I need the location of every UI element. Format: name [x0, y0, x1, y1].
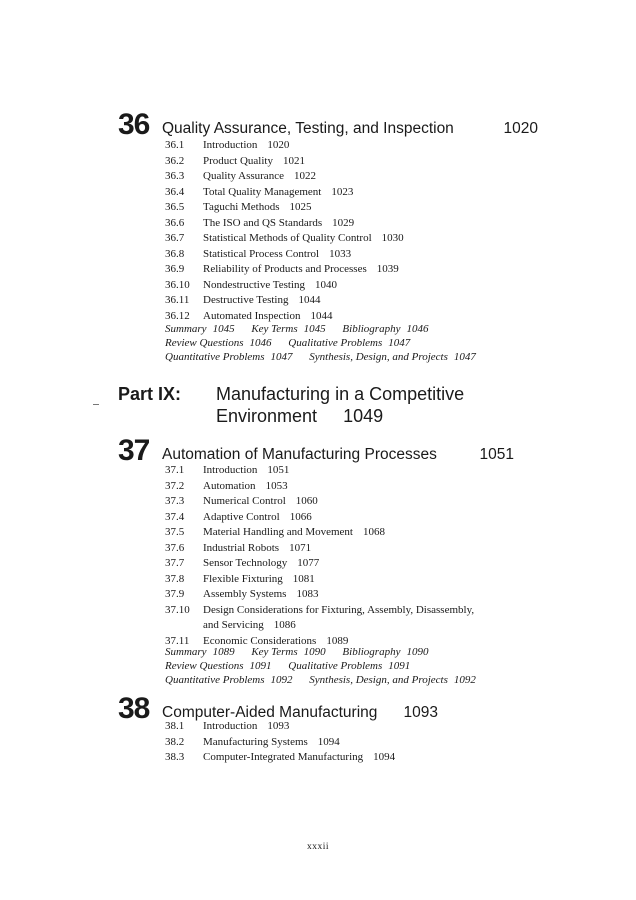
section-title: Automated Inspection	[203, 309, 301, 322]
endmatter-label: Summary	[165, 323, 207, 335]
section-page: 1033	[329, 247, 352, 260]
toc-entry	[165, 494, 525, 510]
chapter-37-endmatter	[165, 645, 545, 687]
page-folio: xxxii	[306, 842, 330, 852]
section-number: 37.3	[165, 495, 185, 507]
endmatter-row	[165, 322, 545, 336]
toc-entry	[165, 510, 525, 526]
chapter-title: Automation of Manufacturing Processes	[162, 446, 437, 463]
section-page: 1044	[310, 309, 333, 322]
chapter-number: 36	[118, 108, 150, 141]
section-number: 38.1	[165, 720, 185, 732]
section-title: Introduction	[203, 139, 258, 151]
chapter-page-number: 1020	[503, 120, 538, 137]
section-page: 1053	[265, 479, 288, 492]
chapter-page-number: 1051	[479, 446, 514, 463]
toc-entry	[165, 231, 525, 247]
section-title: Statistical Methods of Quality Control	[203, 232, 372, 244]
section-title: Material Handling and Movement	[203, 526, 353, 538]
section-title: Automation	[203, 479, 256, 492]
chapter-36-endmatter	[165, 322, 545, 364]
section-title: Computer-Integrated Manufacturing	[203, 751, 364, 763]
section-title: Sensor Technology	[203, 557, 288, 569]
section-page: 1081	[292, 572, 315, 585]
endmatter-page: 1046	[406, 323, 429, 335]
endmatter-label: Quantitative Problems	[165, 351, 265, 363]
toc-entry	[165, 216, 525, 232]
endmatter-page: 1090	[303, 646, 326, 658]
section-page: 1060	[295, 495, 318, 507]
part-page-number: 1049	[343, 406, 384, 426]
section-title: Quality Assurance	[203, 170, 284, 182]
section-title: The ISO and QS Standards	[203, 216, 323, 229]
endmatter-page: 1092	[270, 674, 293, 686]
endmatter-label: Key Terms	[251, 323, 298, 335]
toc-entry	[165, 750, 525, 766]
toc-entry	[165, 262, 525, 278]
section-number: 36.11	[165, 294, 190, 306]
section-title: Adaptive Control	[203, 510, 280, 523]
toc-entry	[165, 572, 525, 588]
section-number: 36.4	[165, 185, 185, 198]
endmatter-row	[165, 350, 545, 364]
toc-entry	[165, 587, 525, 603]
endmatter-page: 1047	[388, 337, 411, 349]
endmatter-page: 1089	[212, 646, 235, 658]
section-title: Reliability of Products and Processes	[203, 263, 367, 275]
section-number: 37.1	[165, 464, 185, 476]
endmatter-row	[165, 645, 545, 659]
section-title: Destructive Testing	[203, 294, 289, 306]
section-number: 36.5	[165, 201, 185, 213]
section-number: 36.1	[165, 139, 185, 151]
chapter-38-heading	[118, 684, 438, 724]
section-number: 36.12	[165, 309, 190, 322]
toc-entry	[165, 735, 525, 751]
section-page: 1029	[332, 216, 355, 229]
section-title: Product Quality	[203, 154, 273, 167]
section-number: 37.8	[165, 572, 185, 585]
endmatter-page: 1091	[249, 660, 272, 672]
margin-mark	[93, 404, 99, 405]
toc-entry	[165, 525, 525, 541]
endmatter-label: Bibliography	[342, 323, 401, 335]
endmatter-page: 1045	[303, 323, 326, 335]
toc-entry	[165, 154, 525, 170]
section-page: 1066	[289, 510, 312, 523]
endmatter-label: Bibliography	[342, 646, 401, 658]
section-page: 1051	[267, 464, 290, 476]
section-page: 1022	[293, 170, 316, 182]
section-title: Nondestructive Testing	[203, 278, 305, 291]
section-number: 36.3	[165, 170, 185, 182]
chapter-page-number: 1093	[403, 704, 438, 721]
endmatter-label: Synthesis, Design, and Projects	[309, 351, 448, 363]
part-title-line-1: Manufacturing in a Competitive	[216, 384, 465, 404]
section-number: 37.9	[165, 588, 185, 600]
chapter-37-section-list	[165, 463, 525, 649]
endmatter-page: 1090	[406, 646, 429, 658]
endmatter-label: Review Questions	[165, 337, 244, 349]
chapter-36-heading	[118, 100, 538, 140]
endmatter-label: Qualitative Problems	[288, 337, 383, 349]
section-title: Numerical Control	[203, 495, 286, 507]
toc-entry	[165, 200, 525, 216]
section-page: 1040	[314, 278, 337, 291]
chapter-number: 38	[118, 692, 150, 725]
section-page: 1025	[289, 201, 312, 213]
section-number: 37.2	[165, 479, 185, 492]
section-page: 1044	[298, 294, 321, 306]
section-title: Total Quality Management	[203, 185, 322, 198]
section-number: 37.4	[165, 510, 185, 523]
section-title: Assembly Systems	[203, 588, 287, 600]
section-page: 1023	[331, 185, 354, 198]
section-page: 1030	[381, 232, 404, 244]
toc-entry	[165, 603, 525, 634]
section-title: Industrial Robots	[203, 541, 280, 554]
section-title-line-2: and Servicing	[203, 619, 264, 631]
section-page: 1094	[317, 735, 340, 748]
section-page: 1068	[363, 526, 385, 538]
endmatter-page: 1047	[453, 351, 476, 363]
chapter-37-heading	[118, 426, 514, 466]
endmatter-label: Key Terms	[251, 646, 298, 658]
section-number: 36.10	[165, 278, 190, 291]
endmatter-row	[165, 336, 545, 350]
section-number: 37.6	[165, 541, 185, 554]
toc-entry	[165, 293, 525, 309]
chapter-38-section-list	[165, 719, 525, 766]
endmatter-page: 1046	[249, 337, 272, 349]
section-page: 1094	[373, 751, 396, 763]
section-title: Economic Considerations	[203, 634, 317, 647]
section-number: 38.3	[165, 751, 185, 763]
section-page: 1071	[289, 541, 312, 554]
toc-entry	[165, 169, 525, 185]
toc-entry	[165, 138, 525, 154]
section-title-line-1: Design Considerations for Fixturing, Assembly, Disassembly,	[203, 603, 475, 616]
toc-entry	[165, 185, 525, 201]
endmatter-page: 1091	[388, 660, 411, 672]
section-title: Manufacturing Systems	[203, 735, 308, 748]
toc-entry	[165, 278, 525, 294]
endmatter-label: Quantitative Problems	[165, 674, 265, 686]
section-number: 36.2	[165, 154, 185, 167]
section-title: Introduction	[203, 464, 258, 476]
section-page: 1020	[267, 139, 290, 151]
chapter-title: Quality Assurance, Testing, and Inspection	[162, 120, 454, 137]
toc-entry	[165, 463, 525, 479]
part-title-line-2-text: Environment	[216, 406, 318, 426]
endmatter-page: 1092	[453, 674, 476, 686]
chapter-title: Computer-Aided Manufacturing	[162, 704, 378, 721]
part-title-line-2	[216, 405, 383, 427]
endmatter-page: 1047	[270, 351, 293, 363]
endmatter-label: Synthesis, Design, and Projects	[309, 674, 448, 686]
endmatter-label: Summary	[165, 646, 207, 658]
section-title: Flexible Fixturing	[203, 572, 283, 585]
section-number: 37.11	[165, 634, 190, 647]
section-page: 1086	[273, 619, 296, 631]
section-page: 1021	[282, 154, 305, 167]
chapter-36-section-list	[165, 138, 525, 324]
section-page: 1039	[376, 263, 399, 275]
toc-entry	[165, 556, 525, 572]
section-number: 36.9	[165, 263, 185, 275]
section-number: 36.8	[165, 247, 185, 260]
toc-entry	[165, 541, 525, 557]
chapter-number: 37	[118, 434, 150, 467]
section-title: Taguchi Methods	[203, 201, 280, 213]
section-number: 36.7	[165, 232, 185, 244]
endmatter-row	[165, 659, 545, 673]
section-number: 36.6	[165, 216, 185, 229]
part-label: Part IX:	[118, 384, 182, 404]
section-page: 1093	[267, 720, 290, 732]
section-title: Introduction	[203, 720, 258, 732]
section-page: 1083	[296, 588, 319, 600]
endmatter-page: 1045	[212, 323, 235, 335]
section-number: 37.7	[165, 557, 185, 569]
toc-entry	[165, 479, 525, 495]
section-page: 1089	[326, 634, 349, 647]
section-number: 37.10	[165, 603, 190, 616]
section-number: 37.5	[165, 526, 185, 538]
section-number: 38.2	[165, 735, 185, 748]
endmatter-label: Review Questions	[165, 660, 244, 672]
section-page: 1077	[297, 557, 320, 569]
section-title: Statistical Process Control	[203, 247, 320, 260]
endmatter-label: Qualitative Problems	[288, 660, 383, 672]
toc-entry	[165, 719, 525, 735]
toc-entry	[165, 247, 525, 263]
